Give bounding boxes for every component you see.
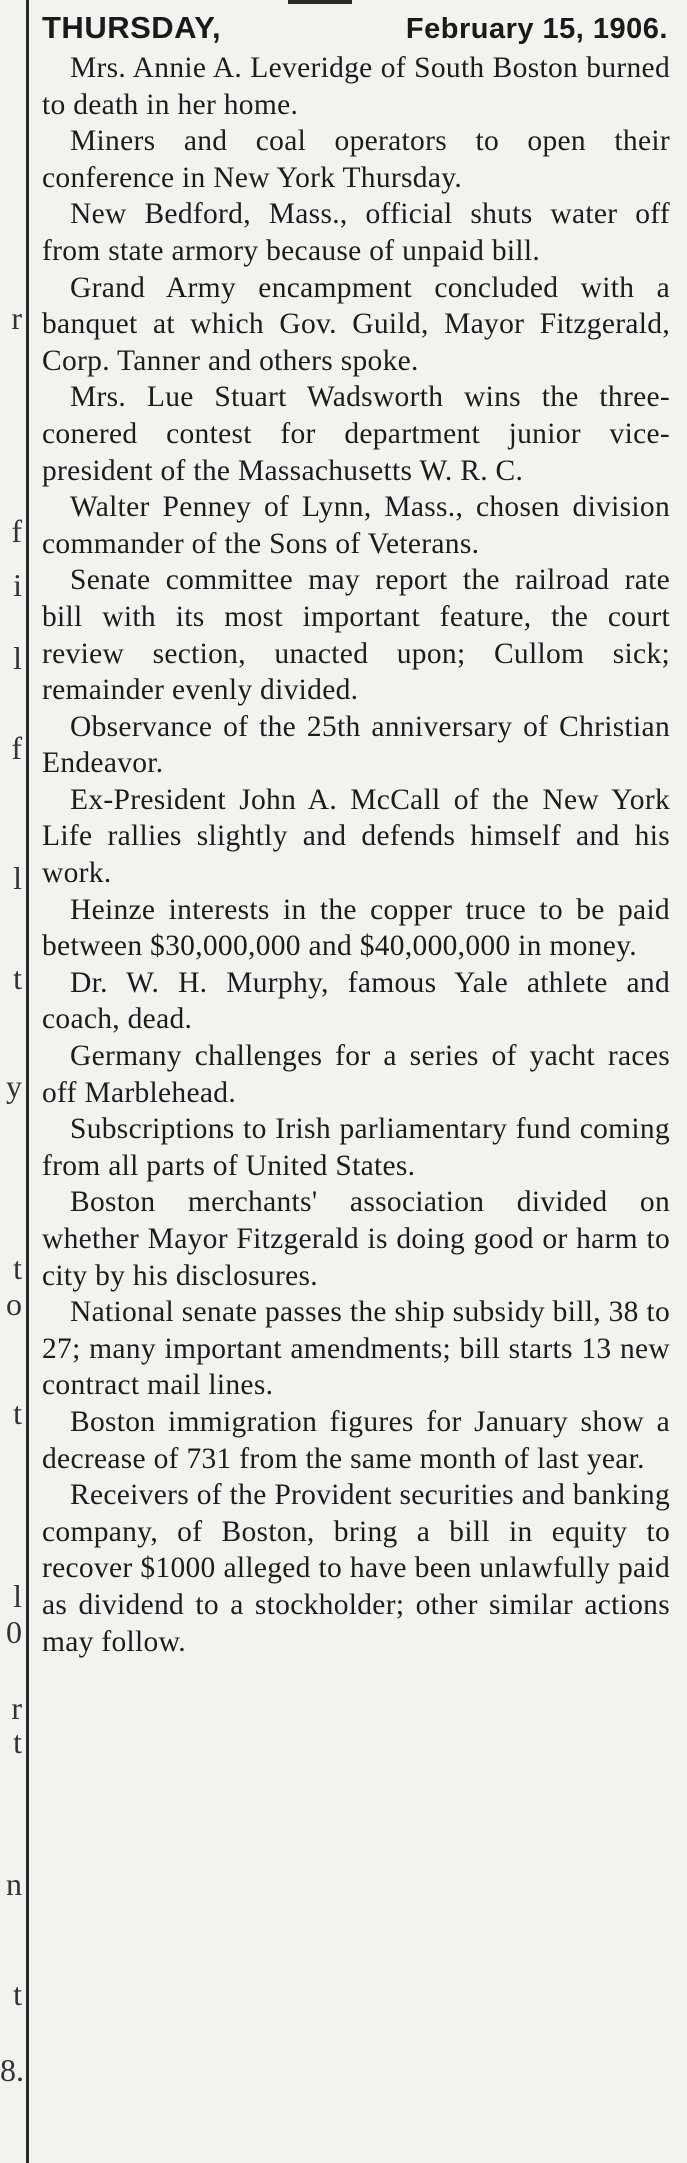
news-item: New Bedford, Mass., official shuts water off from state armory because of unpaid bill. — [42, 198, 670, 267]
dateline-day: THURSDAY, — [42, 10, 222, 45]
margin-fragment: l — [13, 860, 22, 896]
news-item: Ex-President John A. McCall of the New York Life rallies slightly and defends himself and his work. — [42, 783, 670, 890]
dateline-date: February 15, 1906. — [405, 13, 668, 45]
margin-fragment: 8. — [0, 2052, 24, 2088]
margin-fragment: t — [13, 1976, 22, 2012]
left-column-margin — [0, 0, 26, 2163]
column-rule — [26, 0, 29, 2163]
margin-fragment: i — [13, 567, 22, 603]
margin-fragment: f — [11, 513, 22, 549]
margin-fragment: t — [13, 1395, 22, 1431]
news-item: Boston merchants' association divided on whether Mayor Fitzgerald is doing good or harm to city by his disclosures. — [42, 1186, 670, 1292]
news-item: Senate committee may report the railroad rate bill with its most important feature, the court review section, unacted upon; Cullom sick; remainder evenly divided. — [42, 564, 670, 707]
news-items — [42, 50, 670, 1660]
top-rule — [288, 0, 352, 4]
news-column — [42, 10, 670, 1660]
margin-fragment: r — [11, 300, 22, 336]
news-item: Grand Army encampment concluded with a banquet at which Gov. Guild, Mayor Fitzgerald, Corp. Tanner and others spoke. — [42, 271, 670, 377]
news-item: National senate passes the ship subsidy bill, 38 to 27; many important amendments; bill starts 13 new contract mail lines. — [42, 1296, 670, 1402]
news-item: Miners and coal operators to open their conference in New York Thursday. — [42, 125, 670, 194]
news-item: Boston immigration figures for January show a decrease of 731 from the same month of last year. — [42, 1405, 670, 1475]
margin-fragment: t — [13, 1250, 22, 1286]
margin-fragment: o — [6, 1286, 22, 1322]
margin-fragment: f — [11, 730, 22, 766]
news-item: Mrs. Annie A. Leveridge of South Boston burned to death in her home. — [42, 52, 670, 121]
dateline — [42, 10, 670, 50]
news-item: Subscriptions to Irish parliamentary fund coming from all parts of United States. — [42, 1113, 670, 1182]
margin-fragment: l — [13, 640, 22, 676]
margin-fragment: y — [6, 1068, 22, 1104]
news-item: Heinze interests in the copper truce to be paid between $30,000,000 and $40,000,000 in money. — [42, 893, 670, 963]
news-item: Walter Penney of Lynn, Mass., chosen division commander of the Sons of Veterans. — [42, 491, 670, 560]
news-item: Dr. W. H. Murphy, famous Yale athlete and coach, dead. — [42, 966, 670, 1036]
margin-fragment: l — [13, 1578, 22, 1614]
news-item: Receivers of the Provident securities and banking company, of Boston, bring a bill in equity to recover $1000 alleged to have been unlawfully paid as dividend to a stockholder; other similar actions may follow. — [42, 1479, 670, 1658]
margin-fragment: n — [6, 1866, 22, 1902]
margin-fragment: t — [13, 960, 22, 996]
margin-fragment: r — [11, 1690, 22, 1726]
news-item: Observance of the 25th anniversary of Christian Endeavor. — [42, 710, 670, 780]
margin-fragment: t — [13, 1724, 22, 1760]
news-item: Mrs. Lue Stuart Wadsworth wins the three-conered contest for department junior vice-president of the Massachusetts W. R. C. — [42, 381, 670, 487]
margin-fragment: 0 — [6, 1614, 22, 1650]
news-item: Germany challenges for a series of yacht races off Marblehead. — [42, 1040, 670, 1109]
